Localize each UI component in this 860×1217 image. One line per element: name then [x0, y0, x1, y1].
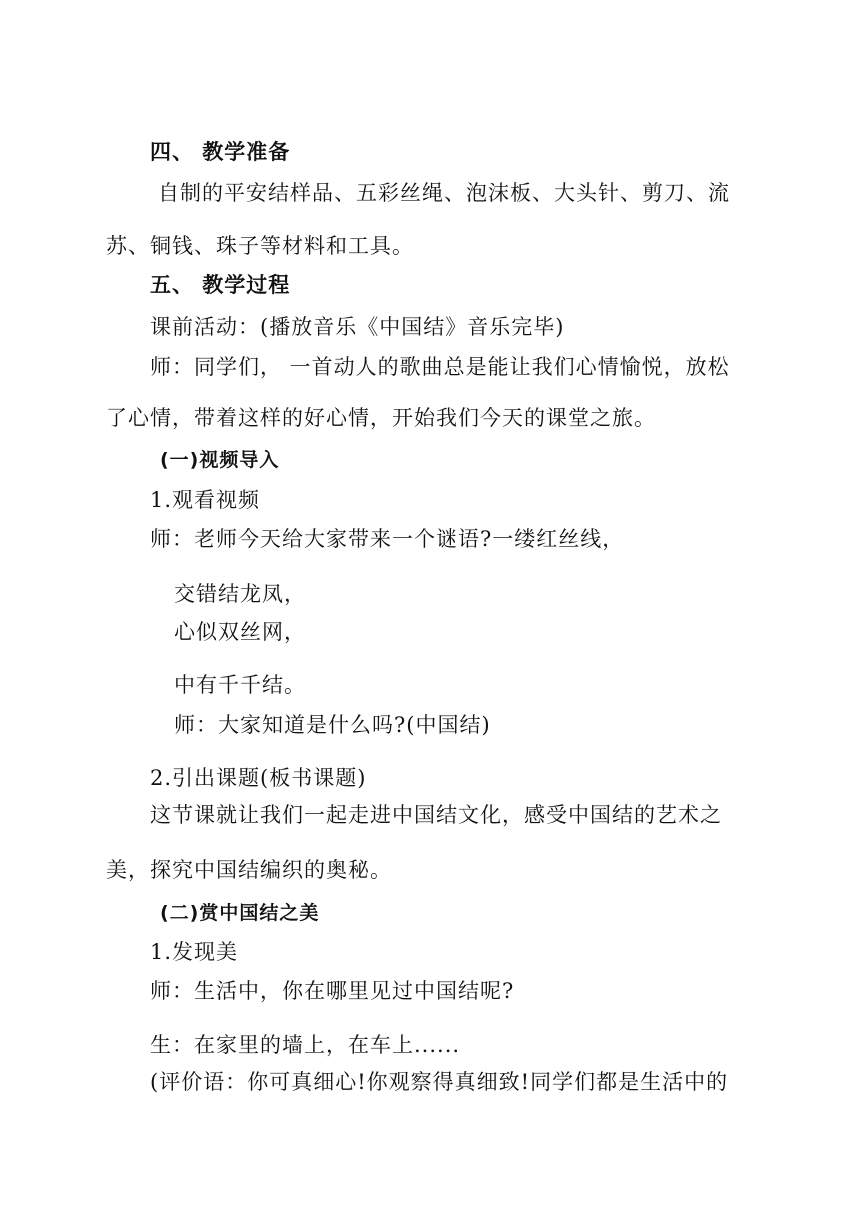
teacher-intro-line-1: 师：同学们， 一首动人的歌曲总是能让我们心情愉悦，放松	[150, 355, 730, 379]
step-watch-video: 1.观看视频	[150, 488, 261, 512]
topic-paragraph-line-1: 这节课就让我们一起走进中国结文化，感受中国结的艺术之	[150, 803, 722, 827]
riddle-question: 师：大家知道是什么吗?(中国结)	[174, 713, 491, 737]
paragraph-materials-line-1: 自制的平安结样品、五彩丝绳、泡沫板、大头针、剪刀、流	[158, 181, 730, 205]
riddle-line-3: 心似双丝网，	[174, 620, 306, 644]
student-answer: 生：在家里的墙上，在车上......	[150, 1033, 461, 1057]
subsection-heading-video: (一)视频导入	[160, 449, 280, 471]
step-introduce-topic: 2.引出课题(板书课题)	[150, 766, 367, 790]
section-heading-process: 五、 教学过程	[150, 273, 291, 297]
evaluation-comment: (评价语：你可真细心!你观察得真细致!同学们都是生活中的	[150, 1070, 729, 1094]
section-heading-preparation: 四、 教学准备	[150, 140, 291, 164]
step-discover-beauty: 1.发现美	[150, 940, 239, 964]
topic-paragraph-line-2: 美，探究中国结编织的奥秘。	[106, 858, 392, 882]
pre-class-activity: 课前活动：(播放音乐《中国结》音乐完毕)	[150, 315, 565, 339]
subsection-heading-beauty: (二)赏中国结之美	[160, 902, 320, 924]
paragraph-materials-line-2: 苏、铜钱、珠子等材料和工具。	[106, 234, 414, 258]
riddle-intro: 师：老师今天给大家带来一个谜语?一缕红丝线，	[150, 527, 625, 551]
riddle-line-2: 交错结龙凤，	[174, 582, 306, 606]
teacher-question: 师：生活中，你在哪里见过中国结呢?	[150, 979, 515, 1003]
riddle-line-4: 中有千千结。	[174, 673, 306, 697]
teacher-intro-line-2: 了心情，带着这样的好心情，开始我们今天的课堂之旅。	[106, 406, 656, 430]
